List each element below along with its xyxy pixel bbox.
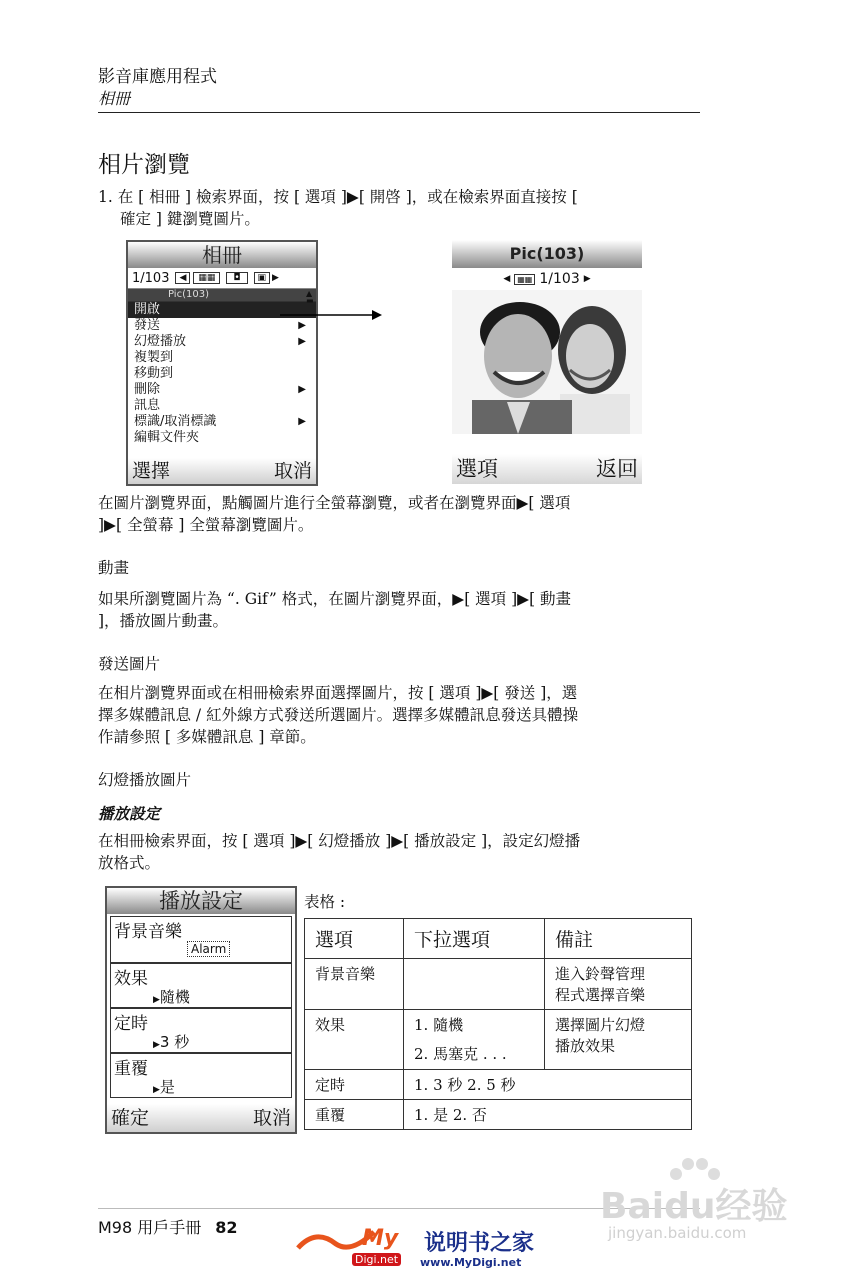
album-toolbar: [128, 268, 316, 289]
picture-nav: [452, 268, 642, 290]
grid-view-icon[interactable]: ▦▦: [193, 272, 220, 284]
setting-timer[interactable]: 定時 ▶3 秒: [110, 1008, 292, 1053]
menu-item-mark[interactable]: 標識/取消標識 ▶: [134, 414, 306, 429]
next-arrow-icon[interactable]: ▶: [272, 273, 279, 283]
camera-icon[interactable]: ◘: [226, 272, 247, 284]
prev-arrow-icon[interactable]: ◀: [503, 274, 511, 284]
step1-text: 1. 在 [ 相冊 ] 檢索界面，按 [ 選項 ]▶[ 開啓 ]，或在檢索界面直接按 [ 確定 ] 鍵瀏覽圖片。: [98, 188, 578, 228]
submenu-arrow-icon: ▶: [298, 384, 306, 395]
softkey-cancel[interactable]: 取消: [252, 1107, 291, 1129]
picture-counter: 1/103: [539, 271, 580, 287]
flow-arrow-icon: [280, 308, 384, 322]
logo-chinese-title: 说明书之家: [424, 1231, 535, 1256]
grid-view-icon[interactable]: ▦▦: [514, 274, 535, 285]
softkey-back[interactable]: 返回: [596, 457, 638, 481]
softkey-bar: [452, 454, 642, 484]
menu-item-edit-folder[interactable]: 編輯文件夾: [134, 430, 200, 445]
view-paragraph: 在圖片瀏覽界面，點觸圖片進行全螢幕瀏覽，或者在瀏覽界面▶[ 選項 ]▶[ 全螢幕 ] 全螢幕瀏覽圖片。: [98, 494, 571, 534]
header-divider: [98, 112, 700, 113]
settings-title: 播放設定: [107, 888, 295, 914]
scroll-icon[interactable]: ▲ ▬: [306, 289, 314, 305]
slideshow-subheading: 播放設定: [98, 804, 161, 823]
page-title: 相片瀏覽: [98, 152, 190, 178]
mydigi-logo: My Digi.net: [296, 1226, 416, 1272]
softkey-bar: [128, 458, 316, 484]
send-paragraph: 在相片瀏覽界面或在相冊檢索界面選擇圖片，按 [ 選項 ]▶[ 發送 ]，選 擇多媒體訊息 / 紅外線方式發送所選圖片。選擇多媒體訊息發送具體操 作請參照 [ 多媒體訊息 ] 章節。: [98, 684, 579, 746]
setting-repeat[interactable]: 重覆 ▶是: [110, 1053, 292, 1098]
value-arrow-icon: ▶: [153, 1085, 160, 1095]
chapter-title: 影音庫應用程式: [98, 67, 217, 87]
menu-item-open[interactable]: 開啟: [128, 302, 316, 318]
playback-settings-screen: [105, 886, 297, 1134]
menu-item-delete[interactable]: 刪除 ▶: [134, 382, 306, 397]
next-arrow-icon[interactable]: ▶: [583, 274, 591, 284]
setting-effect[interactable]: 效果 ▶隨機: [110, 963, 292, 1008]
music-value: Alarm: [187, 941, 230, 957]
settings-table: [304, 918, 692, 1130]
animation-paragraph: 如果所瀏覽圖片為 “. Gif” 格式，在圖片瀏覽界面，▶[ 選項 ]▶[ 動畫 ]，播放圖片動畫。: [98, 590, 572, 630]
page-number: 82: [215, 1218, 238, 1237]
picture-view-screen: [452, 240, 642, 484]
options-menu: [128, 301, 316, 446]
menu-item-info[interactable]: 訊息: [134, 398, 161, 413]
prev-arrow-icon[interactable]: ◀: [175, 272, 190, 284]
album-menu-screen: [126, 240, 318, 486]
logo-url: www.MyDigi.net: [420, 1256, 522, 1269]
send-heading: 發送圖片: [98, 655, 161, 673]
slideshow-paragraph: 在相冊檢索界面，按 [ 選項 ]▶[ 幻燈播放 ]▶[ 播放設定 ]，設定幻燈播 放格式。: [98, 832, 581, 872]
footer-manual: M98 用戶手冊 82: [98, 1218, 238, 1237]
softkey-cancel[interactable]: 取消: [273, 460, 312, 482]
slideshow-heading: 幻燈播放圖片: [98, 771, 192, 789]
softkey-options[interactable]: 選項: [456, 457, 498, 481]
menu-item-move[interactable]: 移動到: [134, 366, 174, 381]
photo-couple[interactable]: [452, 290, 642, 434]
submenu-arrow-icon: ▶: [298, 336, 306, 347]
table-row: 定時 1. 3 秒 2. 5 秒: [305, 1070, 692, 1100]
picture-title: Pic(103): [452, 240, 642, 268]
table-row: 效果 1. 隨機 2. 馬塞克 . . . 選擇圖片幻燈 播放效果: [305, 1010, 692, 1070]
table-caption: 表格 :: [304, 893, 346, 911]
menu-item-slideshow[interactable]: 幻燈播放 ▶: [134, 334, 306, 349]
value-arrow-icon: ▶: [153, 1040, 160, 1050]
setting-background-music[interactable]: 背景音樂 Alarm: [110, 916, 292, 963]
value-arrow-icon: ▶: [153, 995, 160, 1005]
screen-title: 相冊: [128, 242, 316, 268]
softkey-bar: [107, 1104, 295, 1132]
submenu-arrow-icon: ▶: [298, 416, 306, 427]
baidu-watermark: Baidu经验: [600, 1186, 788, 1227]
animation-heading: 動畫: [98, 559, 130, 577]
table-row: 重覆 1. 是 2. 否: [305, 1100, 692, 1130]
softkey-ok[interactable]: 確定: [111, 1107, 150, 1129]
table-header-row: 選項 下拉選項 備註: [305, 919, 692, 959]
menu-item-send[interactable]: 發送 ▶: [134, 318, 306, 333]
softkey-select[interactable]: 選擇: [132, 460, 171, 482]
submenu-arrow-icon: ▶: [298, 320, 306, 331]
baidu-watermark-url: jingyan.baidu.com: [608, 1224, 747, 1242]
section-title: 相冊: [98, 89, 131, 108]
menu-item-copy[interactable]: 複製到: [134, 350, 174, 365]
image-counter: 1/103: [132, 270, 170, 286]
folder-icon[interactable]: ▣: [254, 272, 271, 284]
settings-list: [107, 916, 295, 1098]
table-row: 背景音樂 進入鈴聲管理 程式選擇音樂: [305, 959, 692, 1010]
list-header-row: Pic(103): [128, 289, 316, 301]
